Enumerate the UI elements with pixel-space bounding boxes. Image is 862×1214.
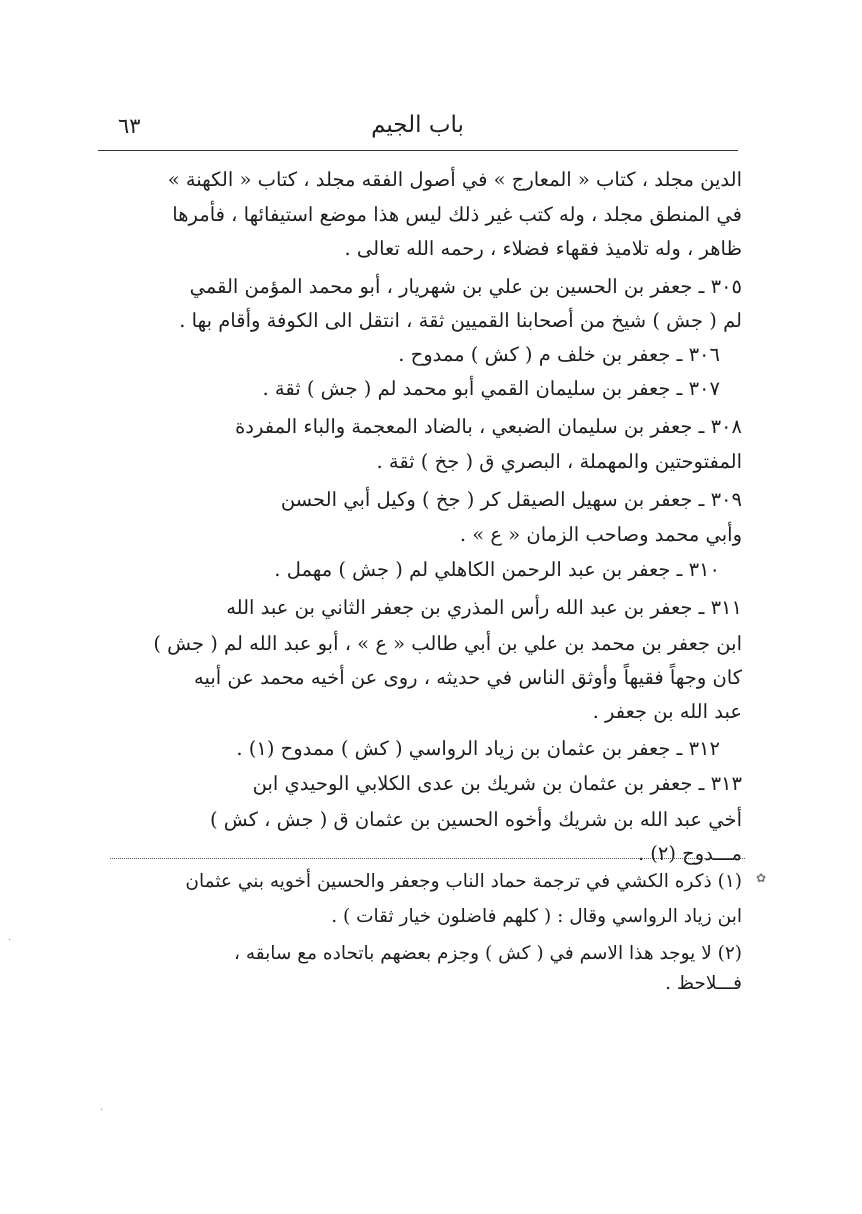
entry-311: ٣١١ ـ جعفر بن عبد الله رأس المذري بن جعفر الثاني بن عبد الله <box>226 596 742 619</box>
body-line: كان وجهاً فقيهاً وأوثق الناس في حديثه ، روى عن أخيه محمد عن أبيه <box>194 666 742 689</box>
entry-310: ٣١٠ ـ جعفر بن عبد الرحمن الكاهلي لم ( جش ) مهمل . <box>274 558 720 581</box>
entry-307: ٣٠٧ ـ جعفر بن سليمان القمي أبو محمد لم ( جش ) ثقة . <box>262 377 720 400</box>
page-number: ٦٣ <box>118 114 141 138</box>
entry-312: ٣١٢ ـ جعفر بن عثمان بن زياد الرواسي ( كش ) ممدوح (١) . <box>236 737 720 760</box>
footnote-line: ابن زياد الرواسي وقال : ( كلهم فاضلون خيار ثقات ) . <box>331 906 742 927</box>
header-rule <box>98 150 738 151</box>
entry-313: ٣١٣ ـ جعفر بن عثمان بن شريك بن عدى الكلابي الوحيدي ابن <box>252 772 742 795</box>
chapter-title: باب الجيم <box>371 112 464 138</box>
body-line: وأبي محمد وصاحب الزمان « ع » . <box>459 523 742 546</box>
body-line: المفتوحتين والمهملة ، البصري ق ( جخ ) ثقة . <box>376 450 742 473</box>
body-line: ظاهر ، وله تلاميذ فقهاء فضلاء ، رحمه الله تعالى . <box>344 237 742 260</box>
entry-309: ٣٠٩ ـ جعفر بن سهيل الصيقل كر ( جخ ) وكيل أبي الحسن <box>280 488 742 511</box>
body-line: في المنطق مجلد ، وله كتب غير ذلك ليس هذا موضع استيفائها ، فأمرها <box>172 203 742 226</box>
body-line: لم ( جش ) شيخ من أصحابنا القميين ثقة ، انتقل الى الكوفة وأقام بها . <box>179 309 742 332</box>
body-line: الدين مجلد ، كتاب « المعارج » في أصول الفقه مجلد ، كتاب « الكهنة » <box>167 168 742 191</box>
body-line: ابن جعفر بن محمد بن علي بن أبي طالب « ع » ، أبو عبد الله لم ( جش ) <box>153 632 742 655</box>
body-line: أخي عبد الله بن شريك وأخوه الحسين بن عثمان ق ( جش ، كش ) <box>209 808 742 831</box>
body-line: مـــدوح (٢) . <box>637 842 742 865</box>
entry-306: ٣٠٦ ـ جعفر بن خلف م ( كش ) ممدوح . <box>398 343 720 366</box>
page-header <box>100 108 735 148</box>
footnote-1: (١) ذكره الكشي في ترجمة حماد الناب وجعفر والحسين أخويه بني عثمان <box>185 871 742 892</box>
footnote-line: فـــلاحظ . <box>665 973 742 994</box>
footnote-rule <box>110 858 745 859</box>
scan-speck: · <box>100 1105 104 1116</box>
scan-speck: · <box>8 935 12 946</box>
body-line: عبد الله بن جعفر . <box>592 700 742 723</box>
scan-mark-icon: ✿ <box>756 871 767 885</box>
entry-308: ٣٠٨ ـ جعفر بن سليمان الضبعي ، بالضاد المعجمة والباء المفردة <box>235 415 742 438</box>
footnote-2: (٢) لا يوجد هذا الاسم في ( كش ) وجزم بعضهم باتحاده مع سابقه ، <box>233 943 742 964</box>
entry-305: ٣٠٥ ـ جعفر بن الحسين بن علي بن شهريار ، أبو محمد المؤمن القمي <box>189 275 742 298</box>
